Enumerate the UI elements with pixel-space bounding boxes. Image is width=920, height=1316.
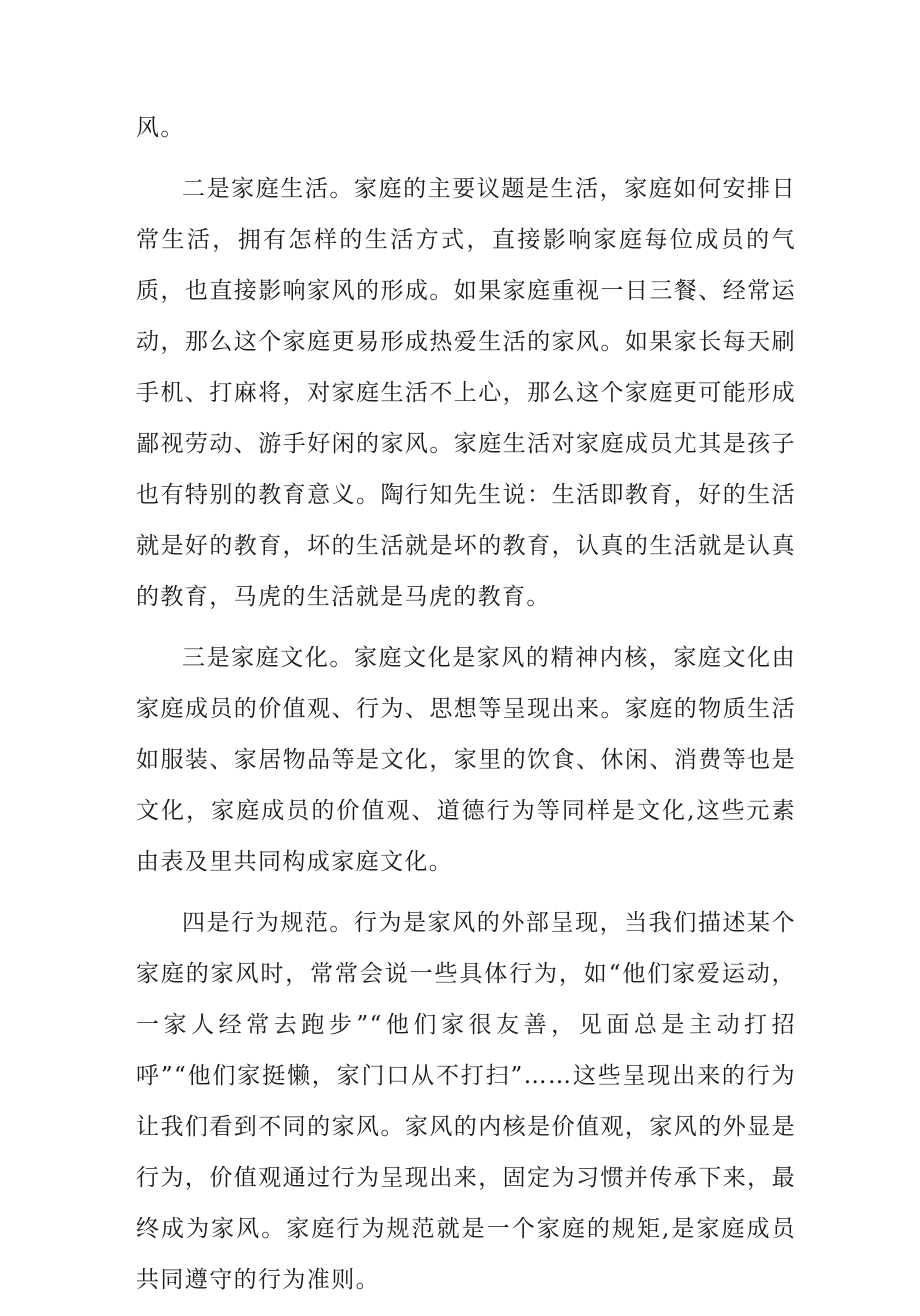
paragraph-family-culture: 三是家庭文化。家庭文化是家风的精神内核，家庭文化由家庭成员的价值观、行为、思想等呈现出来。家庭的物质生活如服装、家居物品等是文化，家里的饮食、休闲、消费等也是文化，家庭成员的价值观、道德行为等同样是文化,这些元素由表及里共同构成家庭文化。 bbox=[136, 645, 796, 875]
paragraph-family-life: 二是家庭生活。家庭的主要议题是生活，家庭如何安排日常生活，拥有怎样的生活方式，直接影响家庭每位成员的气质，也直接影响家风的形成。如果家庭重视一日三餐、经常运动，那么这个家庭更易形成热爱生活的家风。如果家长每天刷手机、打麻将，对家庭生活不上心，那么这个家庭更可能形成鄙视劳动、游手好闲的家风。家庭生活对家庭成员尤其是孩子也有特别的教育意义。陶行知先生说：生活即教育，好的生活就是好的教育，坏的生活就是坏的教育，认真的生活就是认真的教育，马虎的生活就是马虎的教育。 bbox=[136, 176, 796, 610]
paragraph-continuation: 风。 bbox=[136, 115, 185, 141]
document-body bbox=[136, 103, 796, 1316]
paragraph-behavior-norms: 四是行为规范。行为是家风的外部呈现，当我们描述某个家庭的家风时，常常会说一些具体行为，如“他们家爱运动，一家人经常去跑步”“他们家很友善，见面总是主动打招呼”“他们家挺懒，家门口从不打扫”……这些呈现出来的行为让我们看到不同的家风。家风的内核是价值观，家风的外显是行为，价值观通过行为呈现出来，固定为习惯并传承下来，最终成为家风。家庭行为规范就是一个家庭的规矩,是家庭成员共同遵守的行为准则。 bbox=[136, 910, 796, 1293]
